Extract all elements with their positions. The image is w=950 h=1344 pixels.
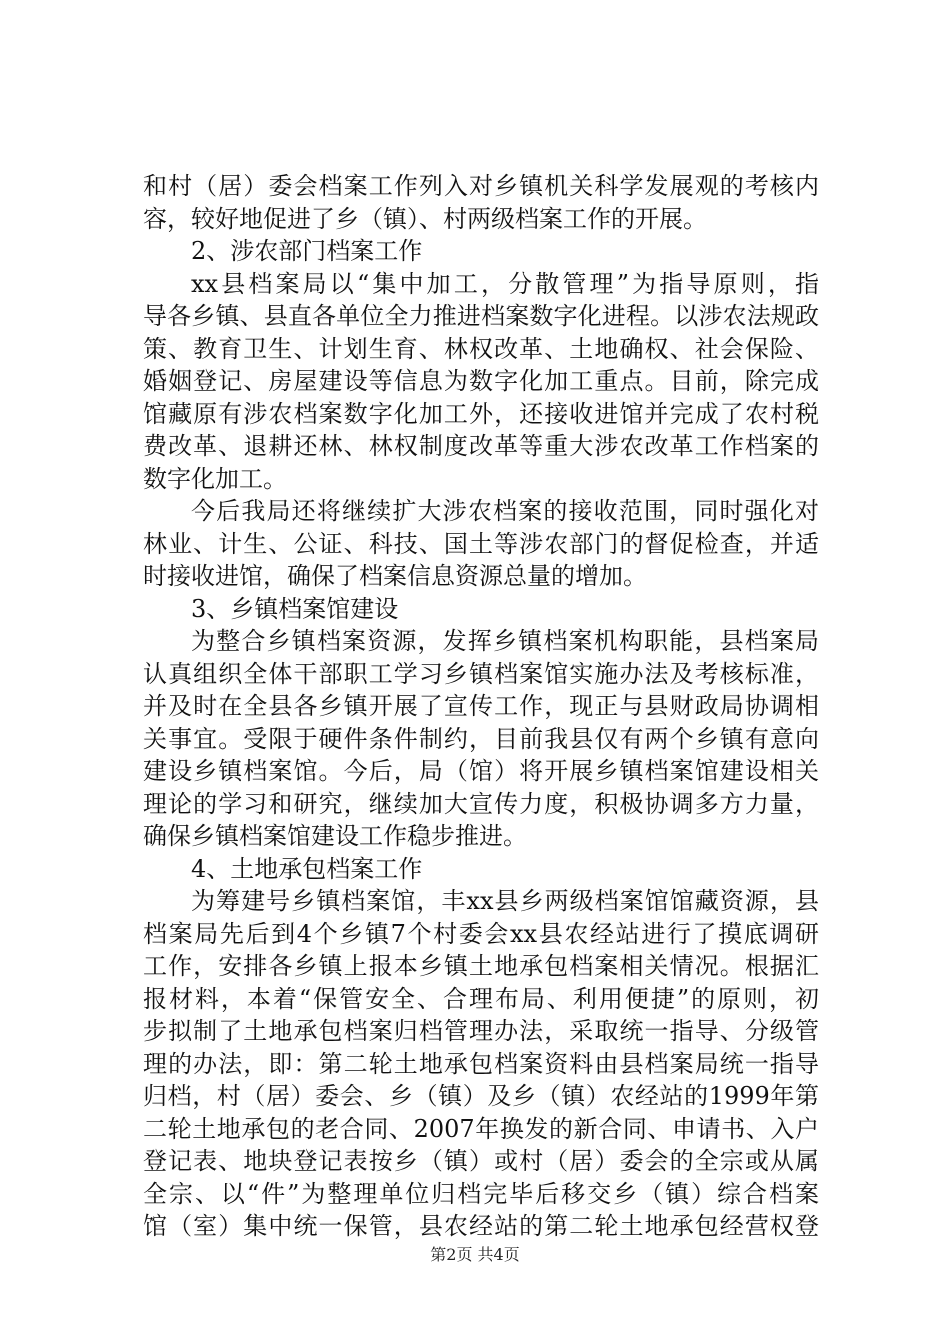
text-line: 导各乡镇、县直各单位全力推进档案数字化进程。以涉农法规政 xyxy=(143,302,819,330)
text-line: 档案局先后到4个乡镇7个村委会xx县农经站进行了摸底调研 xyxy=(143,919,819,948)
text-line: 理的办法，即：第二轮土地承包档案资料由县档案局统一指导 xyxy=(143,1049,819,1078)
section-heading: 2、涉农部门档案工作 xyxy=(191,237,423,265)
text-line: 建设乡镇档案馆。今后，局（馆）将开展乡镇档案馆建设相关 xyxy=(143,757,819,785)
page-footer: 第2页 共4页 xyxy=(430,1245,520,1264)
text-line: 馆藏原有涉农档案数字化加工外，还接收进馆并完成了农村税 xyxy=(143,399,819,428)
text-line: 工作，安排各乡镇上报本乡镇土地承包档案相关情况。根据汇 xyxy=(143,952,819,980)
text-line: 费改革、退耕还林、林权制度改革等重大涉农改革工作档案的 xyxy=(143,432,819,460)
text-line: 归档，村（居）委会、乡（镇）及乡（镇）农经站的1999年第 xyxy=(143,1082,819,1110)
text-line: 馆（室）集中统一保管，县农经站的第二轮土地承包经营权登 xyxy=(143,1212,819,1240)
text-line: 理论的学习和研究，继续加大宣传力度，积极协调多方力量， xyxy=(143,789,819,818)
text-line: 步拟制了土地承包档案归档管理办法，采取统一指导、分级管 xyxy=(143,1017,819,1045)
text-line: 关事宜。受限于硬件条件制约，目前我县仅有两个乡镇有意向 xyxy=(143,724,819,753)
text-line: 二轮土地承包的老合同、2007年换发的新合同、申请书、入户 xyxy=(143,1114,819,1143)
text-line: 确保乡镇档案馆建设工作稳步推进。 xyxy=(143,822,527,850)
text-line: 为筹建号乡镇档案馆，丰xx县乡两级档案馆馆藏资源，县 xyxy=(191,887,819,915)
text-line: 并及时在全县各乡镇开展了宣传工作，现正与县财政局协调相 xyxy=(143,692,819,720)
text-line: 婚姻登记、房屋建设等信息为数字化加工重点。目前，除完成 xyxy=(143,367,819,395)
text-line: 和村（居）委会档案工作列入对乡镇机关科学发展观的考核内 xyxy=(143,172,819,200)
text-line: 策、教育卫生、计划生育、林权改革、土地确权、社会保险、 xyxy=(143,334,819,363)
text-line: 数字化加工。 xyxy=(143,464,287,493)
section-heading: 4、土地承包档案工作 xyxy=(191,854,423,883)
text-line: 为整合乡镇档案资源，发挥乡镇档案机构职能，县档案局 xyxy=(191,627,819,655)
text-line: 认真组织全体干部职工学习乡镇档案馆实施办法及考核标准， xyxy=(143,659,819,688)
text-line: 全宗、以“件”为整理单位归档完毕后移交乡（镇）综合档案 xyxy=(143,1179,819,1208)
text-line: xx县档案局以“集中加工，分散管理”为指导原则，指 xyxy=(191,269,819,298)
text-line: 时接收进馆，确保了档案信息资源总量的增加。 xyxy=(143,562,647,590)
text-line: 报材料，本着“保管安全、合理布局、利用便捷”的原则，初 xyxy=(143,984,819,1013)
text-line: 今后我局还将继续扩大涉农档案的接收范围，同时强化对 xyxy=(191,497,819,525)
text-line: 登记表、地块登记表按乡（镇）或村（居）委会的全宗或从属 xyxy=(143,1147,819,1175)
text-line: 容，较好地促进了乡（镇）、村两级档案工作的开展。 xyxy=(143,204,707,233)
text-line: 林业、计生、公证、科技、国土等涉农部门的督促检查，并适 xyxy=(143,529,819,558)
document-body xyxy=(143,170,819,1243)
section-heading: 3、乡镇档案馆建设 xyxy=(191,594,399,623)
